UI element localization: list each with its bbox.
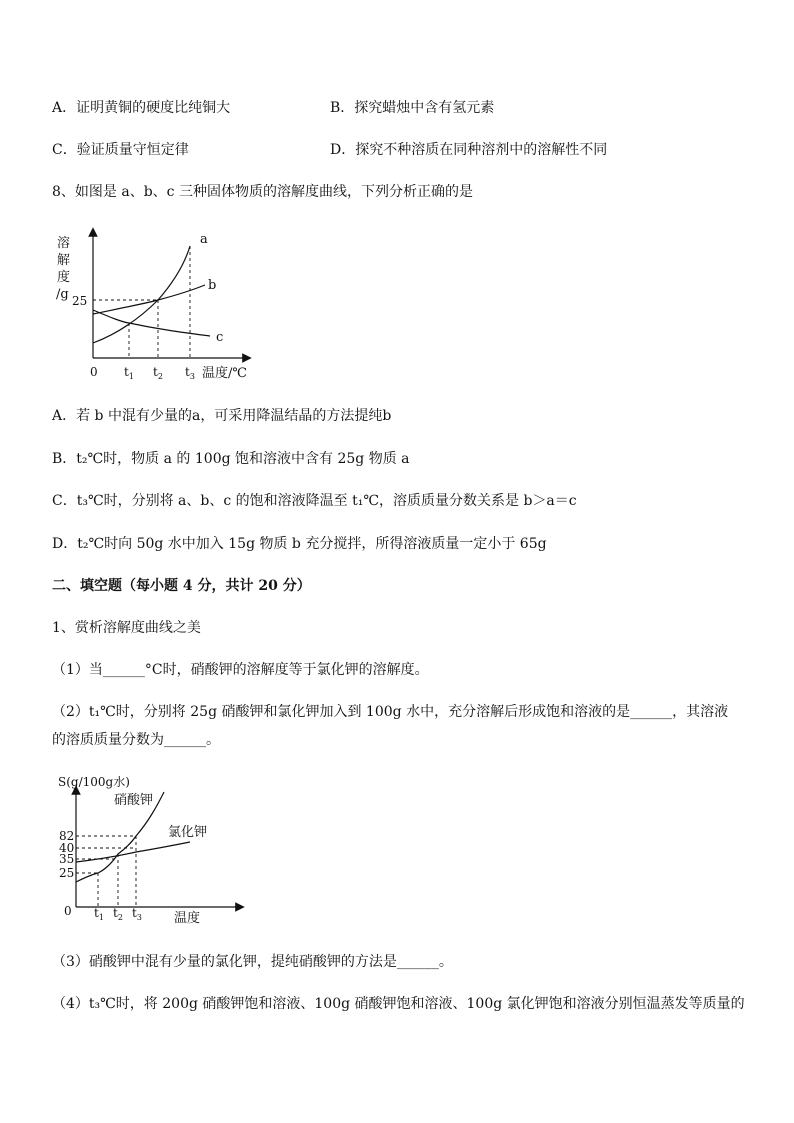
curve-kcl [76, 842, 190, 862]
sub-question-2-line-2: 的溶质质量分数为______。 [52, 732, 220, 748]
sub-question-2-line-1: （2）t₁℃时，分别将 25g 硝酸钾和氯化钾加入到 100g 水中，充分溶解后形成饱和溶液的是______，其溶液 [52, 704, 729, 720]
y-tick-25: 25 [72, 294, 88, 308]
q7-option-a: A．证明黄铜的硬度比纯铜大 [52, 100, 231, 116]
q7-option-d: D．探究不种溶质在同种溶剂中的溶解性不同 [330, 142, 608, 158]
label-b: b [208, 278, 217, 293]
origin-label: 0 [64, 904, 72, 918]
origin-label: 0 [90, 365, 98, 379]
x-label: 温度/℃ [202, 366, 247, 381]
y-label: S(g/100g水) [58, 775, 130, 789]
x-tick-t2: $t_2$ [113, 906, 123, 922]
q7-option-c: C．验证质量守恒定律 [52, 142, 189, 158]
label-c: c [216, 330, 224, 345]
q8-option-a: A．若 b 中混有少量的a，可采用降温结晶的方法提纯b [52, 408, 392, 424]
y-tick-35: 35 [59, 852, 75, 866]
sub-question-4: （4）t₃℃时，将 200g 硝酸钾饱和溶液、100g 硝酸钾饱和溶液、100g 氯化钾饱和溶液分别恒温蒸发等质量的 [52, 996, 745, 1012]
sub-question-3: （3）硝酸钾中混有少量的氯化钾，提纯硝酸钾的方法是______。 [52, 954, 453, 970]
y-label-char-4: /g [56, 287, 69, 302]
section-heading: 二、填空题（每小题 4 分，共计 20 分） [52, 578, 311, 594]
x-tick-t3: $t_3$ [132, 906, 142, 922]
q1-title: 1、赏析溶解度曲线之美 [52, 620, 201, 636]
x-tick-t2: $t_2$ [153, 365, 163, 381]
y-tick-82: 82 [59, 829, 75, 843]
x-tick-t1: $t_1$ [94, 906, 104, 922]
solubility-chart-kno3-kcl [50, 770, 280, 930]
sub-question-1: （1）当______°C时，硝酸钾的溶解度等于氯化钾的溶解度。 [52, 662, 429, 678]
y-label-char-2: 解 [57, 253, 71, 268]
curve-c [93, 310, 210, 336]
q8-stem: 8、如图是 a、b、c 三种固体物质的溶解度曲线，下列分析正确的是 [52, 184, 473, 200]
solubility-chart-abc [52, 226, 272, 396]
x-tick-t3: $t_3$ [185, 365, 195, 381]
q8-option-d: D．t₂℃时向 50g 水中加入 15g 物质 b 充分搅拌，所得溶液质量一定小于 65g [52, 536, 547, 552]
q8-option-c: C．t₃℃时，分别将 a、b、c 的饱和溶液降温至 t₁℃，溶质质量分数关系是 b＞a＝c [52, 493, 577, 509]
curve-b [93, 285, 205, 314]
y-tick-25: 25 [59, 866, 75, 880]
x-label: 温度 [174, 911, 201, 926]
q7-option-b: B．探究蜡烛中含有氢元素 [330, 100, 495, 116]
y-label-char-1: 溶 [57, 236, 71, 251]
q8-option-b: B．t₂℃时，物质 a 的 100g 饱和溶液中含有 25g 物质 a [52, 451, 410, 467]
x-tick-t1: $t_1$ [124, 365, 134, 381]
y-label-char-3: 度 [57, 270, 71, 285]
y-tick-40: 40 [59, 841, 75, 855]
label-a: a [200, 232, 208, 247]
label-kno3: 硝酸钾 [114, 793, 154, 808]
label-kcl: 氯化钾 [168, 825, 208, 840]
